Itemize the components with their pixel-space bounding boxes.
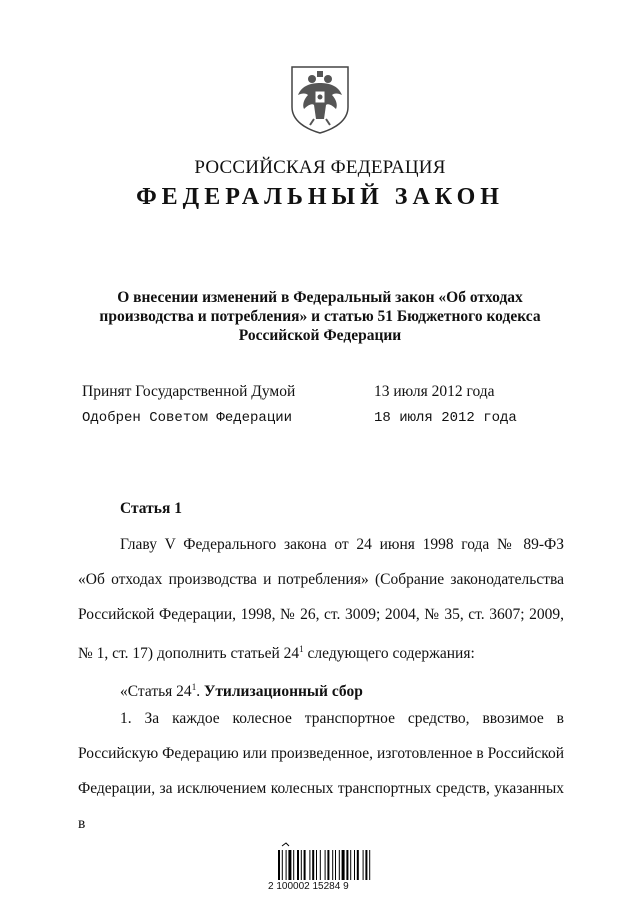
- country-name: РОССИЙСКАЯ ФЕДЕРАЦИЯ: [194, 157, 446, 178]
- law-title-line: О внесении изменений в Федеральный закон «Об отходах: [117, 289, 523, 306]
- law-title-line: Российской Федерации: [238, 327, 402, 344]
- approved-date: 18 июля 2012 года: [374, 410, 517, 426]
- superscript: 1: [191, 682, 197, 692]
- text-line: [78, 632, 564, 667]
- article-1-heading: Статья 1: [120, 500, 182, 517]
- text-line: 1. За каждое колесное транспортное средство, ввозимое в: [120, 710, 564, 727]
- superscript: 1: [299, 644, 304, 654]
- text-segment: № 1, ст. 17) дополнить статьей 24: [78, 645, 300, 662]
- adopted-date: 13 июля 2012 года: [374, 383, 495, 400]
- barcode-number: 2 100002 15284 9: [268, 881, 349, 892]
- article-24-title: Утилизационный сбор: [203, 683, 363, 700]
- text-line: Российской Федерации, 1998, № 26, ст. 3009; 2004, № 35, ст. 3607; 2009,: [78, 606, 564, 623]
- text-line: Российскую Федерацию или произведенное, изготовленное в Российской: [78, 745, 564, 762]
- article-24-body: [78, 701, 564, 832]
- article-1-body: [78, 527, 564, 667]
- text-line: Главу V Федерального закона от 24 июня 1998 года № 89-ФЗ: [120, 536, 564, 553]
- text-line: Федерации, за исключением колесных транспортных средств, указанных в: [78, 780, 564, 832]
- law-title: [60, 288, 580, 345]
- barcode-icon: [268, 842, 398, 882]
- approved-label: Одобрен Советом Федерации: [82, 410, 293, 426]
- document-type: ФЕДЕРАЛЬНЫЙ ЗАКОН: [136, 184, 504, 210]
- text-segment: следующего содержания:: [303, 645, 475, 662]
- text-segment: .: [196, 683, 204, 700]
- adopted-label: Принят Государственной Думой: [82, 383, 296, 400]
- text-line: «Об отходах производства и потребления» (Собрание законодательства: [78, 571, 564, 588]
- law-title-line: производства и потребления» и статью 51 Бюджетного кодекса: [99, 308, 541, 325]
- text-segment: «Статья 24: [120, 683, 192, 700]
- coat-of-arms-icon: [288, 63, 352, 135]
